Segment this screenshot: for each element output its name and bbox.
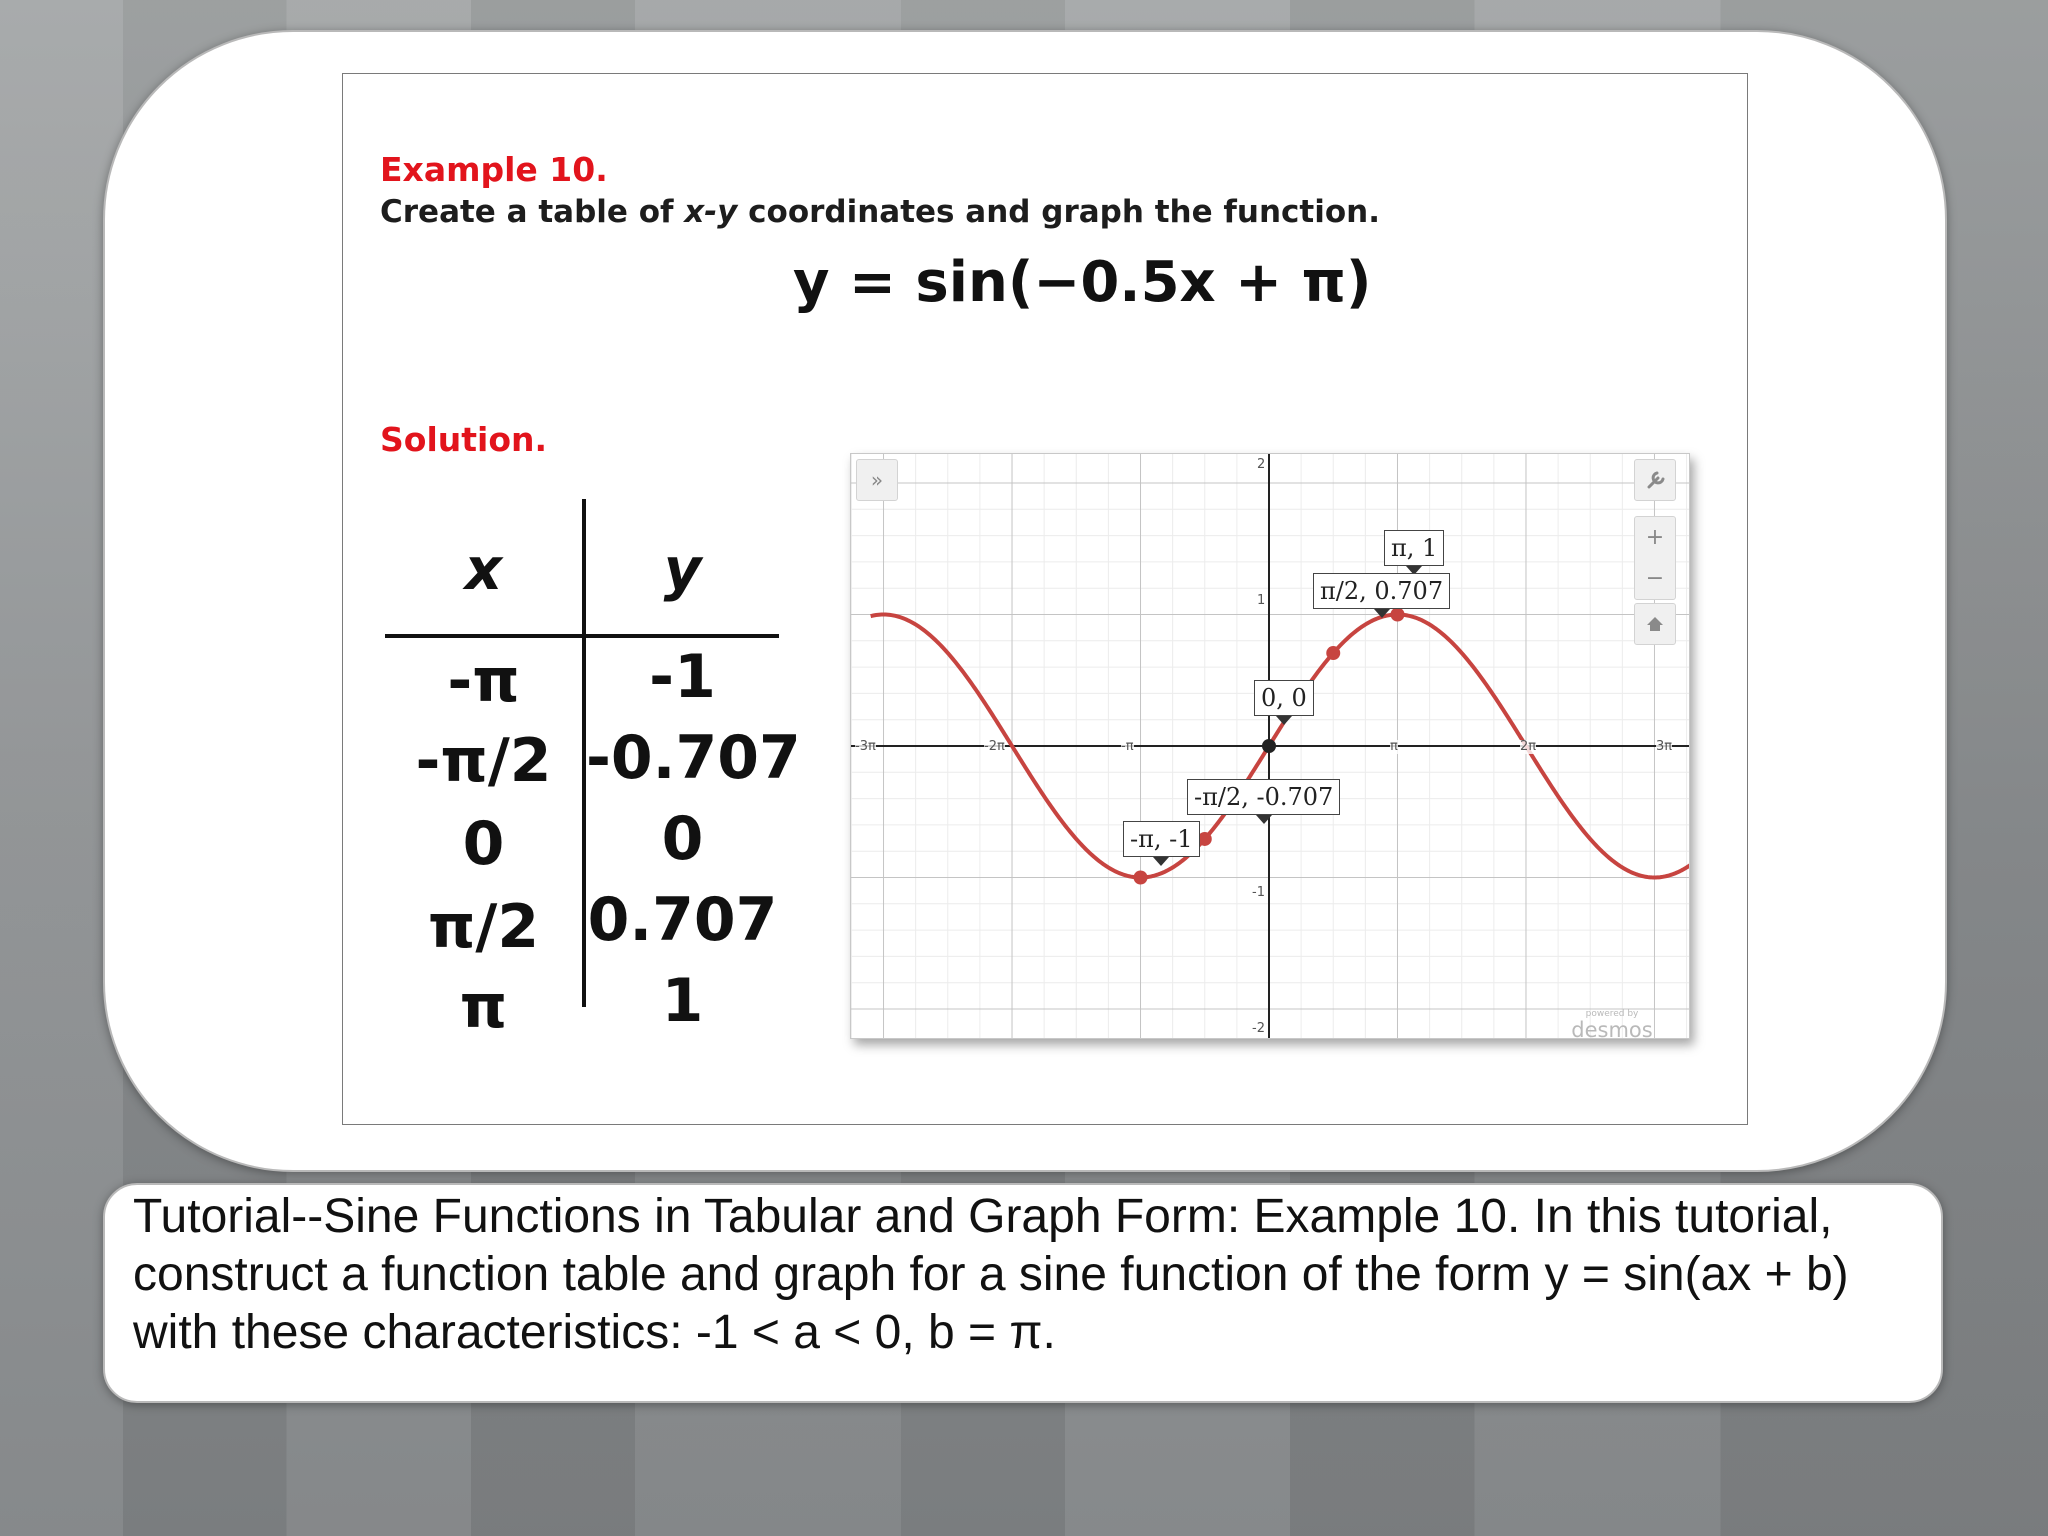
table-cell-x: -π: [447, 646, 520, 716]
data-point: [1326, 646, 1340, 660]
point-label: π/2, 0.707: [1313, 573, 1450, 609]
table-header-x: x: [464, 535, 503, 603]
point-label: 0, 0: [1254, 680, 1314, 716]
powered-by-text: powered by: [1585, 1009, 1639, 1019]
caption-text: Tutorial--Sine Functions in Tabular and Graph Form: Example 10. In this tutorial, construct a function table and graph for a sine function of the form y = sin(ax + b) with these characteristics: -1 < a < 0, b = π.: [133, 1190, 1849, 1359]
table-cell-x: -π/2: [415, 726, 552, 796]
solution-title: Solution.: [380, 420, 548, 459]
wrench-icon[interactable]: [1634, 459, 1676, 501]
y-tick-label: -2: [1252, 1021, 1265, 1036]
x-tick-label: -3π: [855, 739, 876, 754]
slide-content: [342, 73, 1748, 1125]
table-cell-y: 1: [661, 966, 704, 1036]
example-title: Example 10.: [380, 150, 608, 189]
data-point: [1134, 871, 1148, 885]
desmos-logo: [1567, 1009, 1657, 1041]
point-label: π, 1: [1384, 530, 1444, 566]
point-label: -π, -1: [1123, 821, 1200, 857]
desmos-wordmark: desmos: [1571, 1018, 1653, 1042]
function-formula: y = sin(−0.5x + π): [793, 250, 1372, 315]
instruction-text: Create a table of x-y coordinates and graph the function.: [380, 194, 1381, 230]
table-cell-x: π/2: [427, 892, 540, 962]
data-point: [1262, 739, 1276, 753]
table-cell-y: -1: [649, 642, 716, 712]
zoom-in-button[interactable]: +: [1645, 525, 1665, 550]
y-tick-label: -1: [1252, 885, 1265, 900]
xy-table: [385, 499, 801, 1081]
data-point: [1198, 832, 1212, 846]
x-tick-label: π: [1390, 739, 1398, 754]
table-cell-y: 0.707: [587, 885, 778, 955]
caption-box: [103, 1183, 1943, 1403]
x-tick-label: -π: [1121, 739, 1134, 754]
wrench-icon-glyph: [1635, 460, 1675, 500]
table-header-y: y: [663, 535, 702, 603]
home-icon-glyph: [1635, 604, 1675, 644]
y-tick-label: 2: [1257, 457, 1266, 472]
graph-plot[interactable]: [851, 454, 1689, 1038]
home-icon[interactable]: [1634, 603, 1676, 645]
expand-panel-button[interactable]: »: [856, 459, 898, 501]
y-tick-label: 1: [1257, 593, 1266, 608]
zoom-out-button[interactable]: −: [1645, 566, 1665, 591]
x-tick-label: 2π: [1520, 739, 1537, 754]
table-cell-x: 0: [462, 809, 505, 879]
point-label: -π/2, -0.707: [1187, 779, 1340, 815]
zoom-controls: [1634, 516, 1676, 600]
x-tick-label: -2π: [984, 739, 1005, 754]
desmos-graph[interactable]: [850, 453, 1690, 1042]
table-cell-y: 0: [661, 804, 704, 874]
table-cell-x: π: [459, 972, 508, 1042]
data-point: [1390, 608, 1404, 622]
x-tick-label: 3π: [1656, 739, 1673, 754]
table-cell-y: -0.707: [586, 723, 801, 793]
